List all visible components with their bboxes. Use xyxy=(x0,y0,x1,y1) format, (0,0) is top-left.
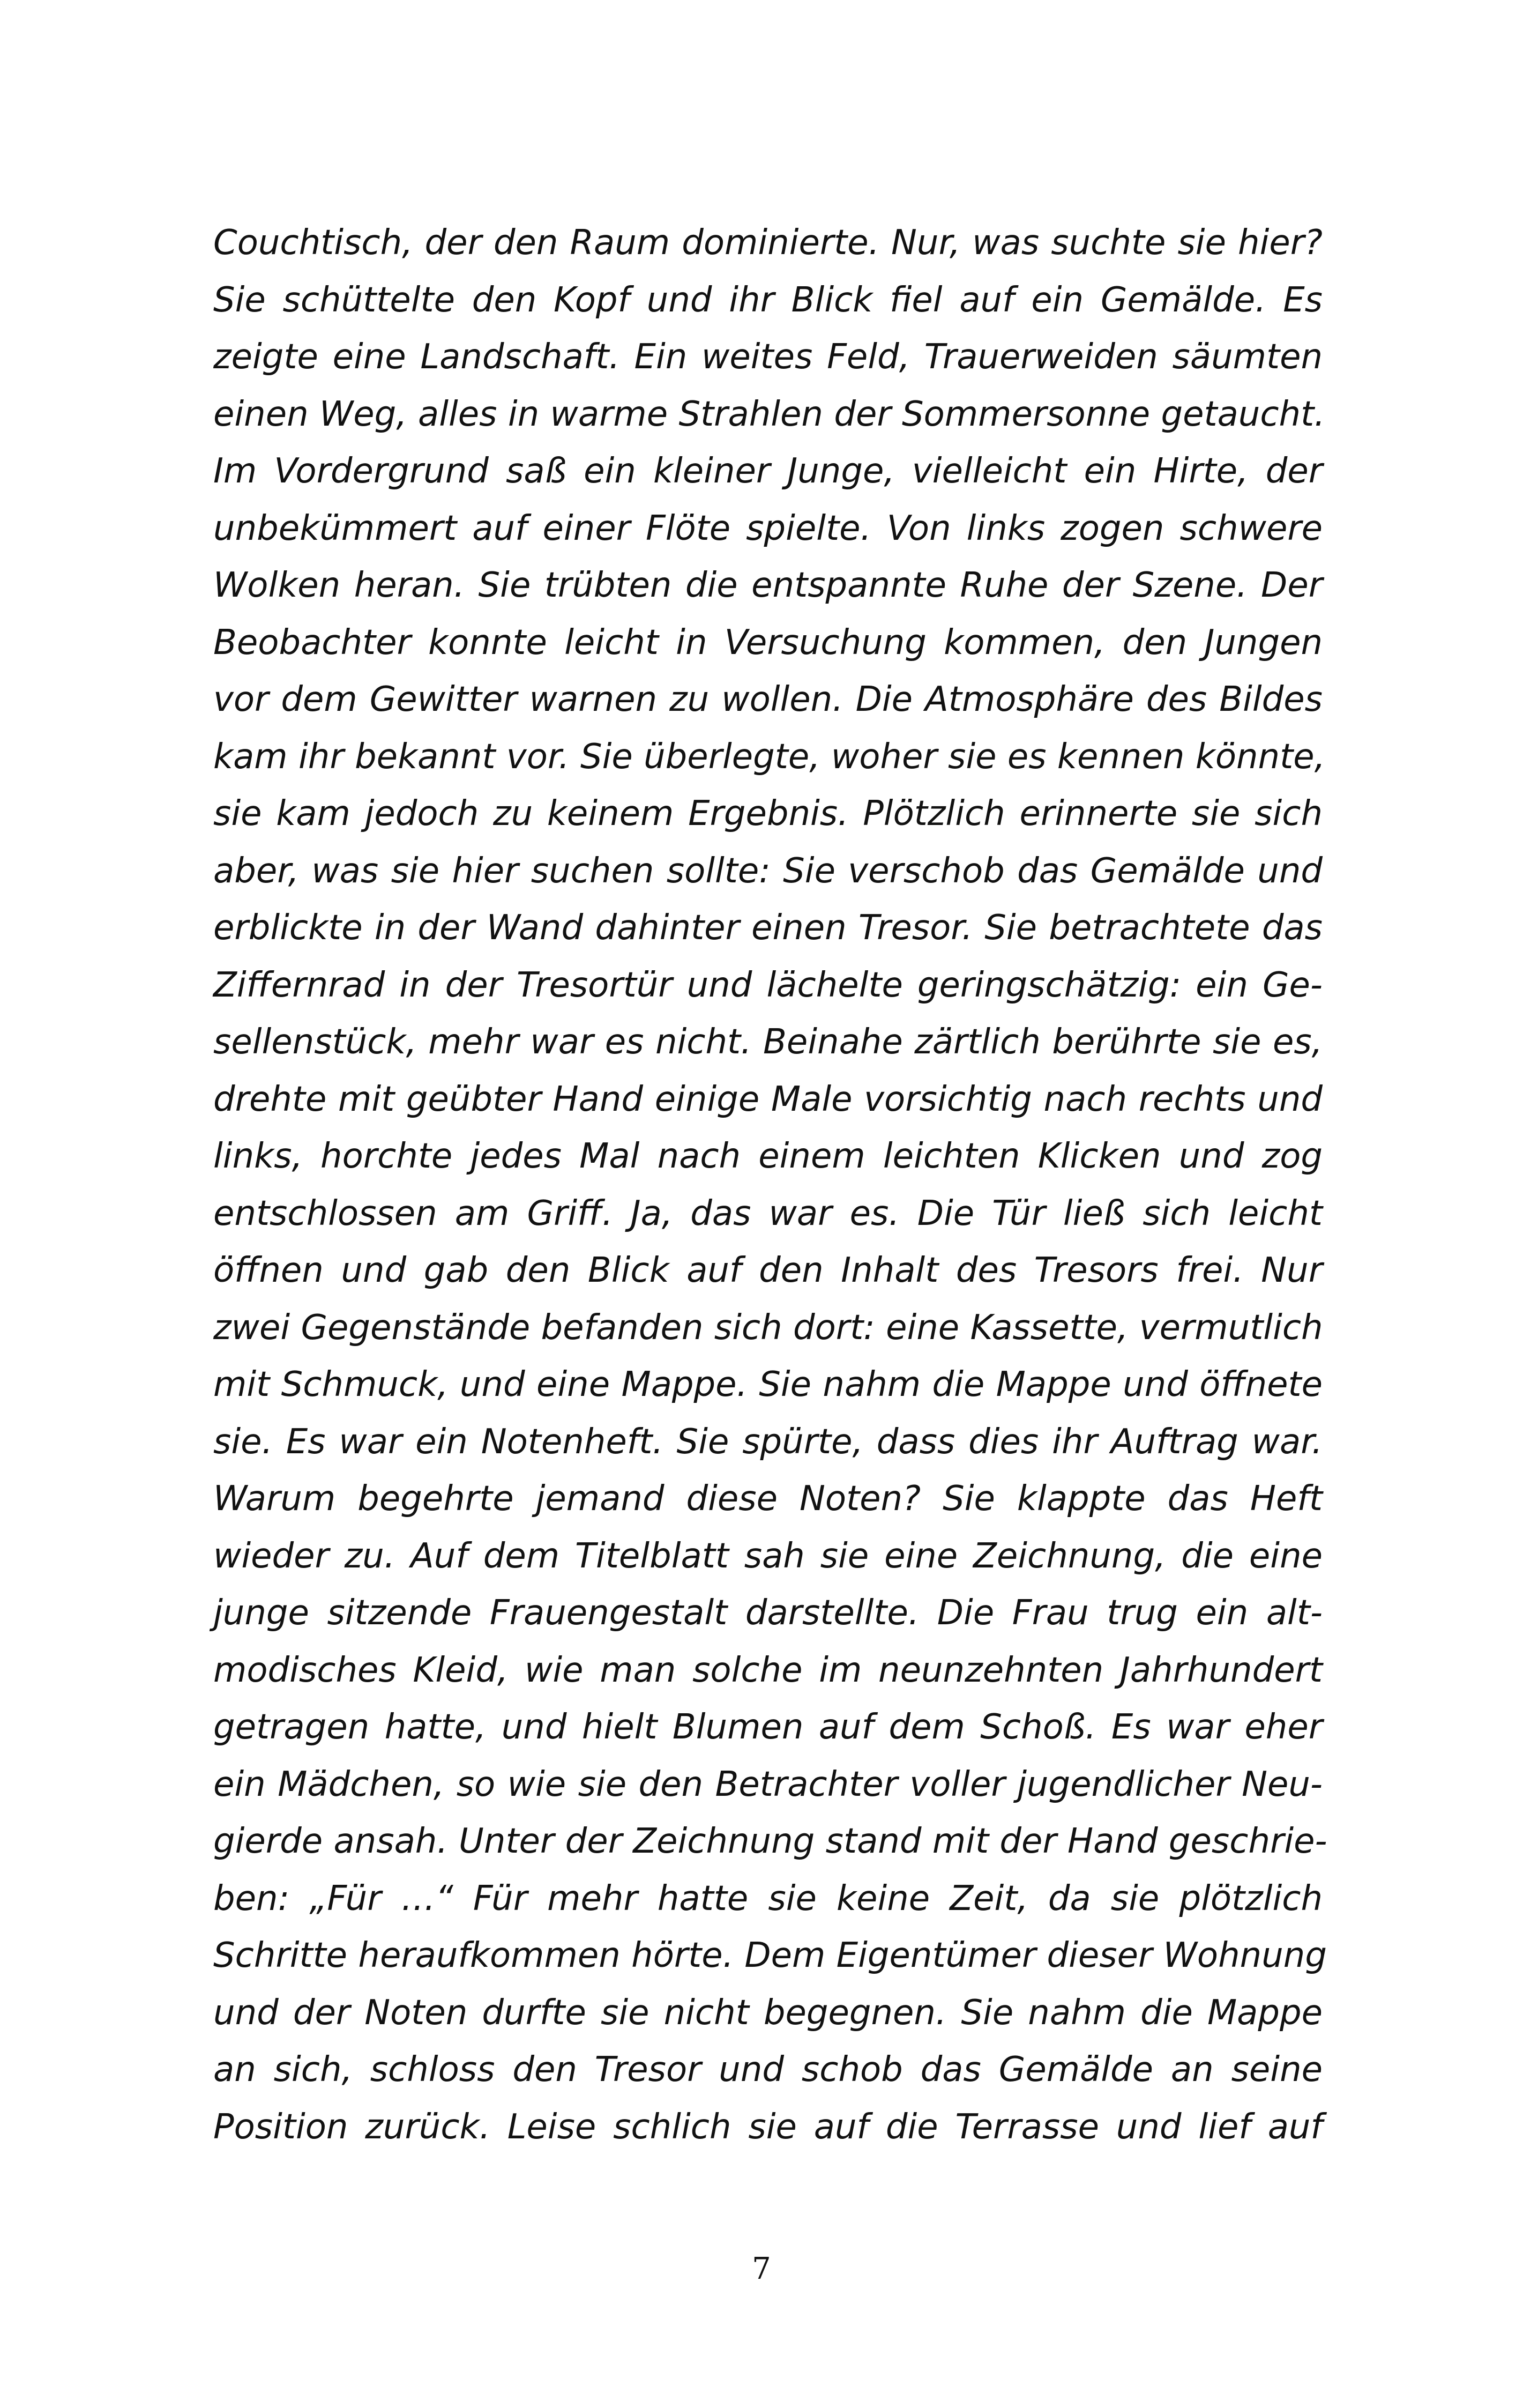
text-line: Warum begehrte jemand diese Noten? Sie klappte das Heft xyxy=(213,1479,1323,1519)
body-text xyxy=(213,214,1327,2156)
text-line: erblickte in der Wand dahinter einen Tresor. Sie betrachtete das xyxy=(213,908,1323,948)
text-line: sie. Es war ein Notenheft. Sie spürte, dass dies ihr Auftrag war. xyxy=(213,1422,1323,1462)
text-line: ben: „Für …“ Für mehr hatte sie keine Zeit, da sie plötzlich xyxy=(213,1878,1323,1919)
text-line: kam ihr bekannt vor. Sie überlegte, woher sie es kennen könnte, xyxy=(213,737,1325,777)
text-line: sie kam jedoch zu keinem Ergebnis. Plötzlich erinnerte sie sich xyxy=(213,794,1323,834)
text-line: mit Schmuck, und eine Mappe. Sie nahm die Mappe und öffnete xyxy=(213,1365,1323,1404)
text-line: zwei Gegenstände befanden sich dort: eine Kassette, vermutlich xyxy=(213,1307,1323,1348)
text-line: Ziffernrad in der Tresortür und lächelte geringschätzig: ein Ge- xyxy=(213,965,1323,1005)
text-line: modisches Kleid, wie man solche im neunzehnten Jahrhundert xyxy=(213,1650,1323,1690)
text-line: zeigte eine Landschaft. Ein weites Feld, Trauerweiden säumten xyxy=(213,337,1323,377)
text-line: gierde ansah. Unter der Zeichnung stand mit der Hand geschrie- xyxy=(213,1822,1327,1861)
text-line: an sich, schloss den Tresor und schob das Gemälde an seine xyxy=(213,2050,1323,2090)
text-line: drehte mit geübter Hand einige Male vorsichtig nach rechts und xyxy=(213,1079,1323,1119)
text-line: Beobachter konnte leicht in Versuchung kommen, den Jungen xyxy=(213,622,1323,663)
text-line: Sie schüttelte den Kopf und ihr Blick fiel auf ein Gemälde. Es xyxy=(213,280,1323,320)
text-line: und der Noten durfte sie nicht begegnen. Sie nahm die Mappe xyxy=(213,1993,1323,2033)
text-line: links, horchte jedes Mal nach einem leichten Klicken und zog xyxy=(213,1136,1323,1176)
text-line: sellenstück, mehr war es nicht. Beinahe zärtlich berührte sie es, xyxy=(213,1022,1323,1062)
text-line: ein Mädchen, so wie sie den Betrachter voller jugendlicher Neu- xyxy=(213,1764,1323,1804)
text-line: vor dem Gewitter warnen zu wollen. Die Atmosphäre des Bildes xyxy=(213,680,1323,719)
text-line: Im Vordergrund saß ein kleiner Junge, vielleicht ein Hirte, der xyxy=(213,451,1323,491)
text-line: junge sitzende Frauengestalt darstellte. Die Frau trug ein alt- xyxy=(213,1593,1323,1633)
text-line: Wolken heran. Sie trübten die entspannte Ruhe der Szene. Der xyxy=(213,566,1323,605)
text-line: entschlossen am Griff. Ja, das war es. Die Tür ließ sich leicht xyxy=(213,1193,1323,1233)
text-line: aber, was sie hier suchen sollte: Sie verschob das Gemälde und xyxy=(213,851,1323,891)
text-line: unbekümmert auf einer Flöte spielte. Von links zogen schwere xyxy=(213,508,1323,548)
text-line: getragen hatte, und hielt Blumen auf dem Schoß. Es war eher xyxy=(213,1707,1323,1747)
text-line: Couchtisch, der den Raum dominierte. Nur, was suchte sie hier? xyxy=(213,223,1323,263)
text-line: öffnen und gab den Blick auf den Inhalt des Tresors frei. Nur xyxy=(213,1251,1323,1290)
text-line: einen Weg, alles in warme Strahlen der Sommersonne getaucht. xyxy=(213,394,1325,434)
text-line: Position zurück. Leise schlich sie auf die Terrasse und lief auf xyxy=(213,2107,1323,2147)
text-line: Schritte heraufkommen hörte. Dem Eigentümer dieser Wohnung xyxy=(213,1936,1327,1975)
page-number: 7 xyxy=(752,2251,771,2286)
text-line: wieder zu. Auf dem Titelblatt sah sie eine Zeichnung, die eine xyxy=(213,1536,1323,1576)
